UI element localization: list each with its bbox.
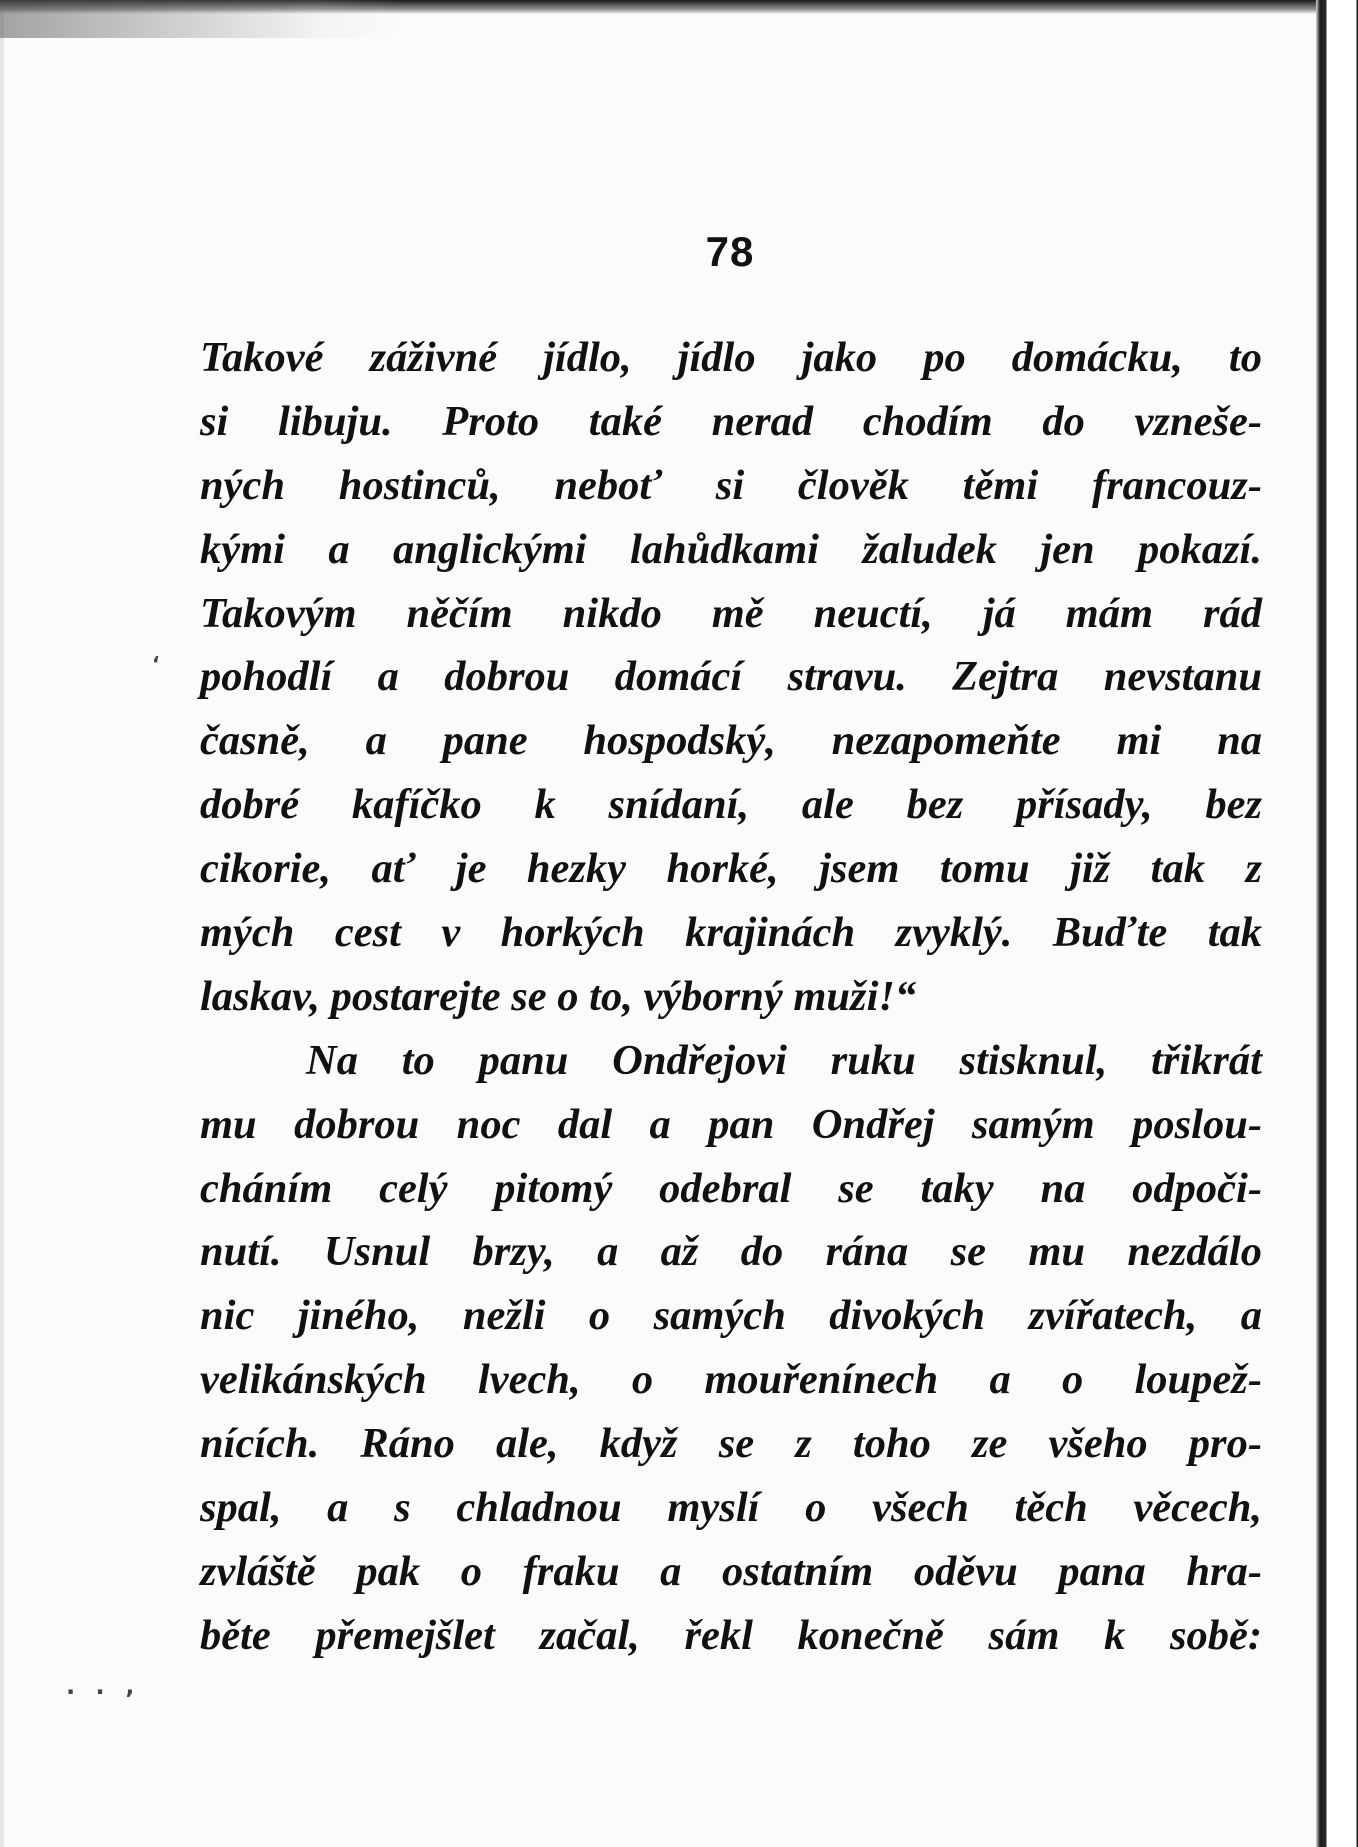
text-line: časně, a pane hospodský, nezapomeňte mi na (200, 717, 1262, 765)
text-line: cikorie, ať je hezky horké, jsem tomu již tak z (200, 845, 1262, 893)
text-line: Takovým něčím nikdo mě neuctí, já mám rád (200, 589, 1262, 637)
text-line: spal, a s chladnou myslí o všech těch věcech, (200, 1484, 1262, 1532)
text-line: velikánských lvech, o mouřenínech a o loupež- (200, 1356, 1262, 1404)
page-right-edge (1316, 0, 1358, 1847)
paragraph-start-line: Na to panu Ondřejovi ruku stisknul, třikrát (306, 1036, 1262, 1084)
text-line: běte přemejšlet začal, řekl konečně sám k sobě: (200, 1611, 1262, 1659)
text-line: nících. Ráno ale, když se z toho ze všeho pro- (200, 1420, 1262, 1468)
text-line: zvláště pak o fraku a ostatním oděvu pana hra- (200, 1547, 1262, 1595)
body-text (200, 326, 1262, 1668)
text-line: si libuju. Proto také nerad chodím do vzneše- (200, 397, 1262, 445)
margin-mark: ‘ (152, 652, 160, 676)
text-line: ných hostinců, neboť si člověk těmi francouz- (200, 461, 1262, 509)
page-left-edge (0, 0, 4, 1847)
bottom-left-marks: . . ‚ (66, 1672, 141, 1700)
paragraph-end-line: laskav, postarejte se o to, výborný muži!“ (200, 972, 917, 1020)
text-line: nutí. Usnul brzy, a až do rána se mu nezdálo (200, 1228, 1262, 1276)
text-line: Takové záživné jídlo, jídlo jako po domácku, to (200, 334, 1262, 381)
text-line: mých cest v horkých krajinách zvyklý. Buďte tak (200, 909, 1262, 957)
text-line: mu dobrou noc dal a pan Ondřej samým poslou- (200, 1100, 1262, 1148)
text-line: kými a anglickými lahůdkami žaludek jen pokazí. (200, 525, 1262, 573)
page-number: 78 (705, 228, 755, 275)
text-line: pohodlí a dobrou domácí stravu. Zejtra nevstanu (200, 653, 1262, 701)
text-line: cháním celý pitomý odebral se taky na odpoči- (200, 1164, 1262, 1212)
text-line: dobré kafíčko k snídaní, ale bez přísady, bez (200, 781, 1262, 829)
text-line: nic jiného, nežli o samých divokých zvířatech, a (200, 1292, 1262, 1340)
page-top-shadow (0, 0, 400, 38)
